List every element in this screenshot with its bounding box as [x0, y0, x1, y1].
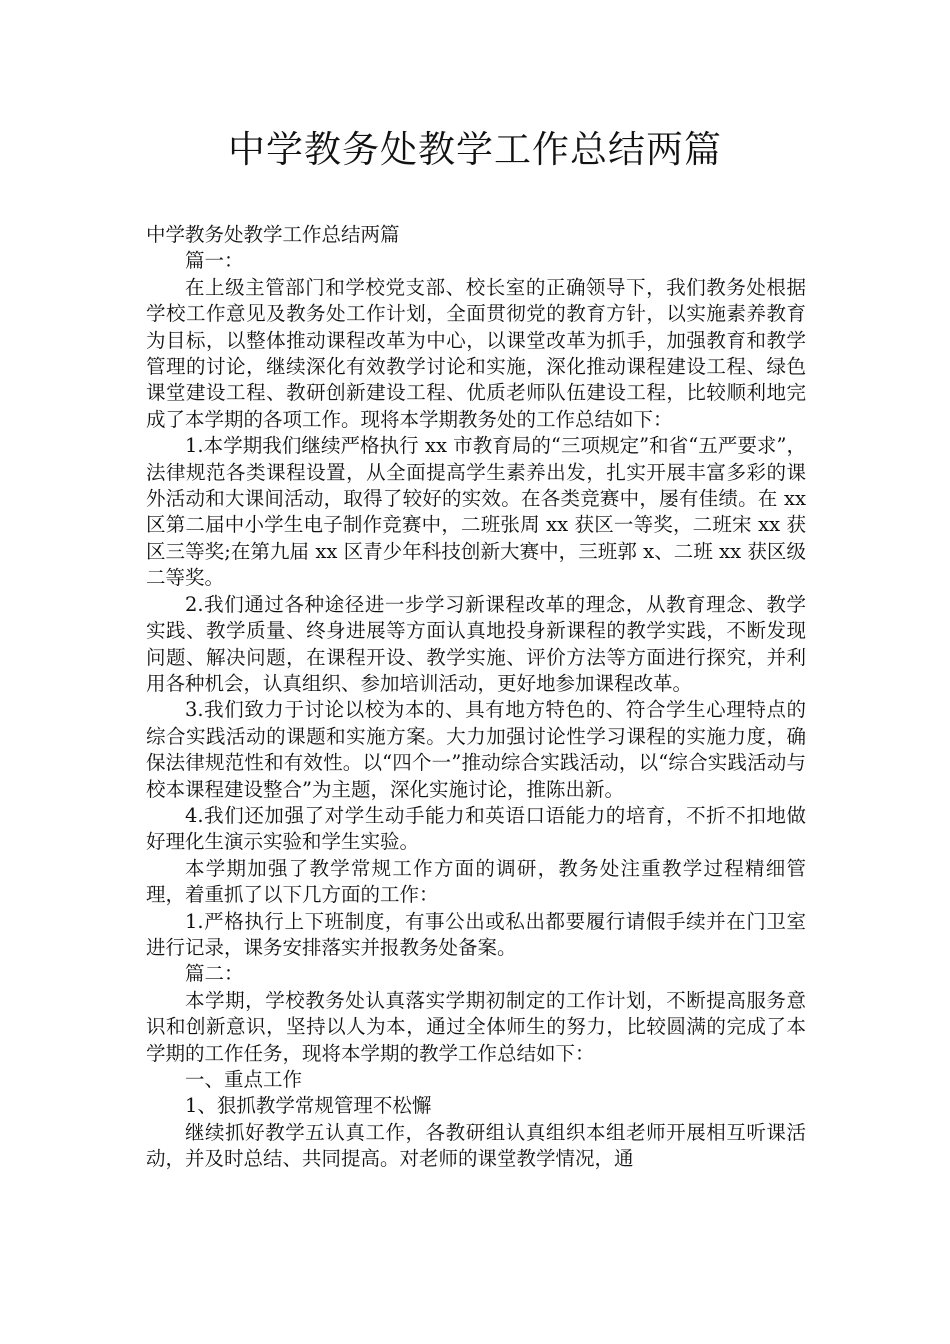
paragraph: 一、重点工作 [185, 1068, 303, 1091]
paragraph: 在上级主管部门和学校党支部、校长室的正确领导下，我们教务处根据学校工作意见及教务处工作计划，全面贯彻党的教育方针，以实施素养教育为目标，以整体推动课程改革为中心，以课堂改革为抓手，加强教育和教学管理的讨论，继续深化有效教学讨论和实施，深化推动课程建设工程、绿色课堂建设工程、教研创新建设工程、优质老师队伍建设工程，比较顺利地完成了本学期的各项工作。现将本学期教务处的工作总结如下： [146, 275, 806, 431]
paragraph: 1.本学期我们继续严格执行 xx 市教育局的“三项规定”和省“五严要求”，法律规范各类课程设置，从全面提高学生素养出发，扎实开展丰富多彩的课外活动和大课间活动，取得了较好的实效。在各类竞赛中，屡有佳绩。在 xx 区第二届中小学生电子制作竞赛中，二班张周 xx 获区一等奖，二班宋 xx 获区三等奖;在第九届 xx 区青少年科技创新大赛中，三班郭 x、二班 xx 获区级二等奖。 [146, 434, 806, 590]
paragraph: 篇一： [185, 249, 244, 273]
paragraph: 1.严格执行上下班制度，有事公出或私出都要履行请假手续并在门卫室进行记录，课务安排落实并报教务处备案。 [146, 909, 806, 959]
paragraph: 2.我们通过各种途径进一步学习新课程改革的理念，从教育理念、教学实践、教学质量、终身进展等方面认真地投身新课程的教学实践，不断发现问题、解决问题，在课程开设、教学实施、评价方法等方面进行探究，并利用各种机会，认真组织、参加培训活动，更好地参加课程改革。 [146, 592, 806, 695]
document-body [146, 222, 806, 1173]
document-title: 中学教务处教学工作总结两篇 [228, 128, 722, 171]
paragraph: 3.我们致力于讨论以校为本的、具有地方特色的、符合学生心理特点的综合实践活动的课题和实施方案。大力加强讨论性学习课程的实施力度，确保法律规范性和有效性。以“四个一”推动综合实践活动，以“综合实践活动与校本课程建设整合”为主题，深化实施讨论，推陈出新。 [146, 698, 806, 801]
paragraph: 本学期，学校教务处认真落实学期初制定的工作计划，不断提高服务意识和创新意识，坚持以人为本，通过全体师生的努力，比较圆满的完成了本学期的工作任务，现将本学期的教学工作总结如下： [146, 988, 806, 1065]
paragraph: 篇二： [185, 962, 244, 986]
paragraph: 中学教务处教学工作总结两篇 [146, 223, 400, 246]
paragraph: 继续抓好教学五认真工作，各教研组认真组织本组老师开展相互听课活动，并及时总结、共同提高。对老师的课堂教学情况，通 [146, 1120, 806, 1171]
paragraph: 1、狠抓教学常规管理不松懈 [185, 1094, 432, 1118]
paragraph: 4.我们还加强了对学生动手能力和英语口语能力的培育，不折不扣地做好理化生演示实验和学生实验。 [146, 803, 806, 854]
paragraph: 本学期加强了教学常规工作方面的调研，教务处注重教学过程精细管理，着重抓了以下几方面的工作： [146, 856, 806, 907]
